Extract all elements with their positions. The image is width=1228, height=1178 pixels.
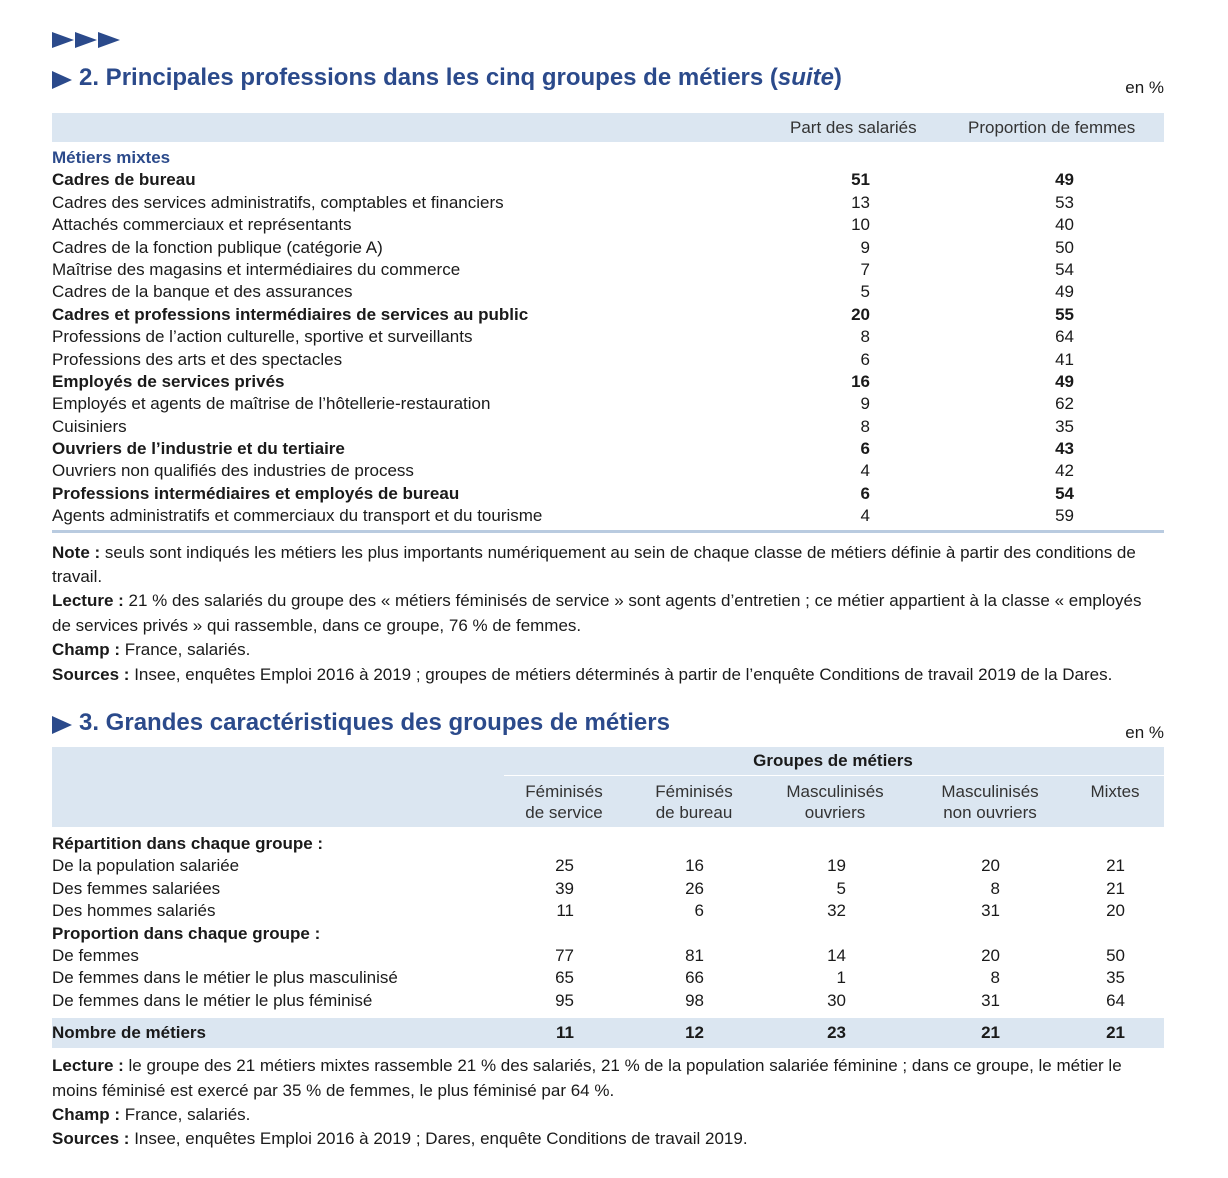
row-label: De femmes dans le métier le plus féminisé xyxy=(52,990,373,1010)
note-key: Lecture : xyxy=(52,1056,124,1076)
row-label: Professions intermédiaires et employés de bureau xyxy=(52,483,460,503)
proportion-femmes-value: 40 xyxy=(1055,215,1074,235)
table-row xyxy=(52,967,1164,989)
table-row xyxy=(52,326,1164,348)
note-text: Insee, enquêtes Emploi 2016 à 2019 ; Dares, enquête Conditions de travail 2019. xyxy=(129,1129,748,1149)
table-row xyxy=(52,393,1164,415)
cell-value: 21 xyxy=(1106,878,1125,898)
table-row xyxy=(52,878,1164,900)
top-arrows-icon xyxy=(52,30,1164,50)
table-row xyxy=(52,169,1164,191)
part-salaries-value: 9 xyxy=(860,237,870,257)
section3-unit: en % xyxy=(1125,723,1164,743)
cell-value: 25 xyxy=(555,856,574,876)
section3-header xyxy=(52,709,1164,743)
note-key: Sources : xyxy=(52,1129,130,1149)
column-header-proportion-femmes: Proportion de femmes xyxy=(968,118,1136,137)
cell-value: 50 xyxy=(1106,946,1125,966)
proportion-femmes-value: 41 xyxy=(1055,349,1074,369)
note-text: le groupe des 21 métiers mixtes rassemble 21 % des salariés, 21 % de la population salariée féminine ; dans ce groupe, le métier le moins féminisé est exercé par 35 % de femmes, le plus féminisé par 64 %. xyxy=(52,1056,1122,1100)
cell-value: 8 xyxy=(990,878,1000,898)
proportion-femmes-value: 62 xyxy=(1055,394,1074,414)
proportion-femmes-value: 64 xyxy=(1055,327,1074,347)
cell-value: 31 xyxy=(981,901,1000,921)
table-row xyxy=(52,237,1164,259)
table3-header xyxy=(52,747,1164,827)
row-label: Des hommes salariés xyxy=(52,901,216,921)
section3-title: 3. Grandes caractéristiques des groupes de métiers xyxy=(79,709,670,737)
group-header: Groupes de métiers xyxy=(753,751,913,771)
note-paragraph xyxy=(52,1127,1164,1151)
cell-value: 1 xyxy=(836,968,846,988)
row-label: Cadres de la banque et des assurances xyxy=(52,282,353,302)
table2-bottom-rule xyxy=(52,530,1164,533)
table3-total-row xyxy=(52,1018,1164,1048)
proportion-femmes-value: 50 xyxy=(1055,237,1074,257)
part-salaries-value: 51 xyxy=(851,170,870,190)
section3-notes xyxy=(52,1054,1164,1152)
cell-value: 35 xyxy=(1106,968,1125,988)
table-row xyxy=(52,483,1164,505)
note-paragraph xyxy=(52,663,1164,687)
note-paragraph xyxy=(52,541,1164,590)
part-salaries-value: 6 xyxy=(860,483,870,503)
note-text: Insee, enquêtes Emploi 2016 à 2019 ; groupes de métiers déterminés à partir de l’enquête Conditions de travail 2019 de la Dares. xyxy=(129,664,1113,684)
table-subheading xyxy=(52,833,1164,855)
note-key: Sources : xyxy=(52,664,130,684)
total-value: 23 xyxy=(827,1023,846,1043)
table-row xyxy=(52,990,1164,1012)
row-label: Cuisiniers xyxy=(52,416,127,436)
cell-value: 81 xyxy=(685,946,704,966)
proportion-femmes-value: 59 xyxy=(1055,506,1074,526)
row-label: Métiers mixtes xyxy=(52,148,171,167)
cell-value: 19 xyxy=(827,856,846,876)
table-group-heading xyxy=(52,147,1164,169)
note-paragraph xyxy=(52,589,1164,638)
note-text: France, salariés. xyxy=(120,1105,251,1125)
table-row xyxy=(52,438,1164,460)
row-label: Cadres des services administratifs, comptables et financiers xyxy=(52,192,504,212)
proportion-femmes-value: 49 xyxy=(1055,371,1074,391)
part-salaries-value: 10 xyxy=(851,215,870,235)
cell-value: 20 xyxy=(1106,901,1125,921)
note-paragraph xyxy=(52,1103,1164,1127)
part-salaries-value: 4 xyxy=(860,506,870,526)
row-label: Ouvriers de l’industrie et du tertiaire xyxy=(52,439,345,459)
cell-value: 32 xyxy=(827,901,846,921)
row-label: Professions de l’action culturelle, sportive et surveillants xyxy=(52,327,473,347)
cell-value: 66 xyxy=(685,968,704,988)
part-salaries-value: 6 xyxy=(860,439,870,459)
cell-value: 6 xyxy=(694,901,704,921)
row-label: Cadres de bureau xyxy=(52,170,196,190)
cell-value: 11 xyxy=(556,901,574,921)
cell-value: 5 xyxy=(836,878,846,898)
total-value: 12 xyxy=(685,1023,704,1043)
section2-header xyxy=(52,64,1164,98)
group-header-divider xyxy=(504,775,1164,776)
cell-value: 8 xyxy=(990,968,1000,988)
column-header-part-salaries: Part des salariés xyxy=(790,118,917,137)
total-label: Nombre de métiers xyxy=(52,1023,206,1043)
row-label: Des femmes salariées xyxy=(52,878,221,898)
section2-title: 2. Principales professions dans les cinq groupes de métiers (suite) xyxy=(79,64,842,91)
cell-value: 31 xyxy=(981,990,1000,1010)
table-row xyxy=(52,259,1164,281)
table-row xyxy=(52,416,1164,438)
row-label: Agents administratifs et commerciaux du transport et du tourisme xyxy=(52,506,543,526)
table2-header xyxy=(52,113,1164,142)
table-row xyxy=(52,855,1164,877)
cell-value: 14 xyxy=(827,946,846,966)
proportion-femmes-value: 54 xyxy=(1055,259,1074,279)
total-value: 21 xyxy=(981,1023,1000,1043)
row-label: Maîtrise des magasins et intermédiaires du commerce xyxy=(52,259,461,279)
proportion-femmes-value: 42 xyxy=(1055,461,1074,481)
proportion-femmes-value: 35 xyxy=(1055,416,1074,436)
part-salaries-value: 8 xyxy=(860,327,870,347)
cell-value: 21 xyxy=(1106,856,1125,876)
cell-value: 98 xyxy=(685,990,704,1010)
row-label: Employés de services privés xyxy=(52,371,285,391)
triangle-bullet-icon xyxy=(52,71,72,89)
note-key: Champ : xyxy=(52,640,120,660)
cell-value: 26 xyxy=(685,878,704,898)
table-row xyxy=(52,900,1164,922)
proportion-femmes-value: 43 xyxy=(1055,439,1074,459)
note-text: seuls sont indiqués les métiers les plus importants numériquement au sein de chaque classe de métiers définie à partir des conditions de travail. xyxy=(52,542,1136,587)
proportion-femmes-value: 49 xyxy=(1055,282,1074,302)
cell-value: 20 xyxy=(981,946,1000,966)
cell-value: 95 xyxy=(555,990,574,1010)
part-salaries-value: 9 xyxy=(860,394,870,414)
cell-value: 16 xyxy=(685,856,704,876)
total-value: 21 xyxy=(1106,1023,1125,1043)
part-salaries-value: 4 xyxy=(860,461,870,481)
column-header-feminises-bureau: Féminisés de bureau xyxy=(655,782,733,823)
row-label: Attachés commerciaux et représentants xyxy=(52,215,352,235)
table-row xyxy=(52,371,1164,393)
row-label: Répartition dans chaque groupe : xyxy=(52,834,324,854)
cell-value: 39 xyxy=(555,878,574,898)
cell-value: 65 xyxy=(555,968,574,988)
column-header-masculinises-ouvriers: Masculinisés ouvriers xyxy=(786,782,884,823)
note-key: Lecture : xyxy=(52,591,124,611)
row-label: Professions des arts et des spectacles xyxy=(52,349,343,369)
section2-notes xyxy=(52,541,1164,687)
proportion-femmes-value: 54 xyxy=(1055,483,1074,503)
row-label: Cadres et professions intermédiaires de services au public xyxy=(52,304,529,324)
part-salaries-value: 16 xyxy=(851,371,870,391)
row-label: Cadres de la fonction publique (catégorie A) xyxy=(52,237,383,257)
column-header-feminises-service: Féminisés de service xyxy=(525,782,603,823)
table3-body xyxy=(52,827,1164,1012)
table-row xyxy=(52,349,1164,371)
row-label: Employés et agents de maîtrise de l’hôtellerie-restauration xyxy=(52,394,491,414)
row-label: De la population salariée xyxy=(52,856,240,876)
part-salaries-value: 7 xyxy=(860,259,870,279)
proportion-femmes-value: 53 xyxy=(1055,192,1074,212)
note-paragraph xyxy=(52,1054,1164,1103)
part-salaries-value: 8 xyxy=(860,416,870,436)
note-key: Champ : xyxy=(52,1105,120,1125)
table-row xyxy=(52,304,1164,326)
note-paragraph xyxy=(52,638,1164,662)
part-salaries-value: 20 xyxy=(851,304,870,324)
row-label: Ouvriers non qualifiés des industries de process xyxy=(52,461,414,481)
cell-value: 64 xyxy=(1106,990,1125,1010)
triangle-bullet-icon xyxy=(52,716,72,734)
table2-body xyxy=(52,142,1164,528)
section2-unit: en % xyxy=(1125,78,1164,97)
part-salaries-value: 5 xyxy=(860,282,870,302)
table-row xyxy=(52,945,1164,967)
total-value: 11 xyxy=(556,1023,574,1043)
cell-value: 77 xyxy=(555,946,574,966)
table3 xyxy=(52,747,1164,1048)
cell-value: 30 xyxy=(827,990,846,1010)
proportion-femmes-value: 49 xyxy=(1055,170,1074,190)
table-subheading xyxy=(52,923,1164,945)
note-text: 21 % des salariés du groupe des « métiers féminisés de service » sont agents d’entretien ; ce métier appartient à la classe « employés de services privés » qui rassemble, dans ce groupe, 76 % de femmes. xyxy=(52,591,1142,635)
cell-value: 20 xyxy=(981,856,1000,876)
row-label: De femmes dans le métier le plus masculinisé xyxy=(52,968,398,988)
row-label: Proportion dans chaque groupe : xyxy=(52,923,321,943)
proportion-femmes-value: 55 xyxy=(1055,304,1074,324)
page xyxy=(52,30,1164,1152)
column-header-masculinises-non-ouvriers: Masculinisés non ouvriers xyxy=(941,782,1039,823)
note-key: Note : xyxy=(52,542,101,562)
part-salaries-value: 13 xyxy=(851,192,870,212)
table-row xyxy=(52,192,1164,214)
part-salaries-value: 6 xyxy=(860,349,870,369)
table-row xyxy=(52,214,1164,236)
note-text: France, salariés. xyxy=(120,640,251,660)
table-row xyxy=(52,281,1164,303)
column-header-mixtes: Mixtes xyxy=(1090,782,1140,802)
row-label: De femmes xyxy=(52,946,139,966)
table-row xyxy=(52,460,1164,482)
table-row xyxy=(52,505,1164,527)
